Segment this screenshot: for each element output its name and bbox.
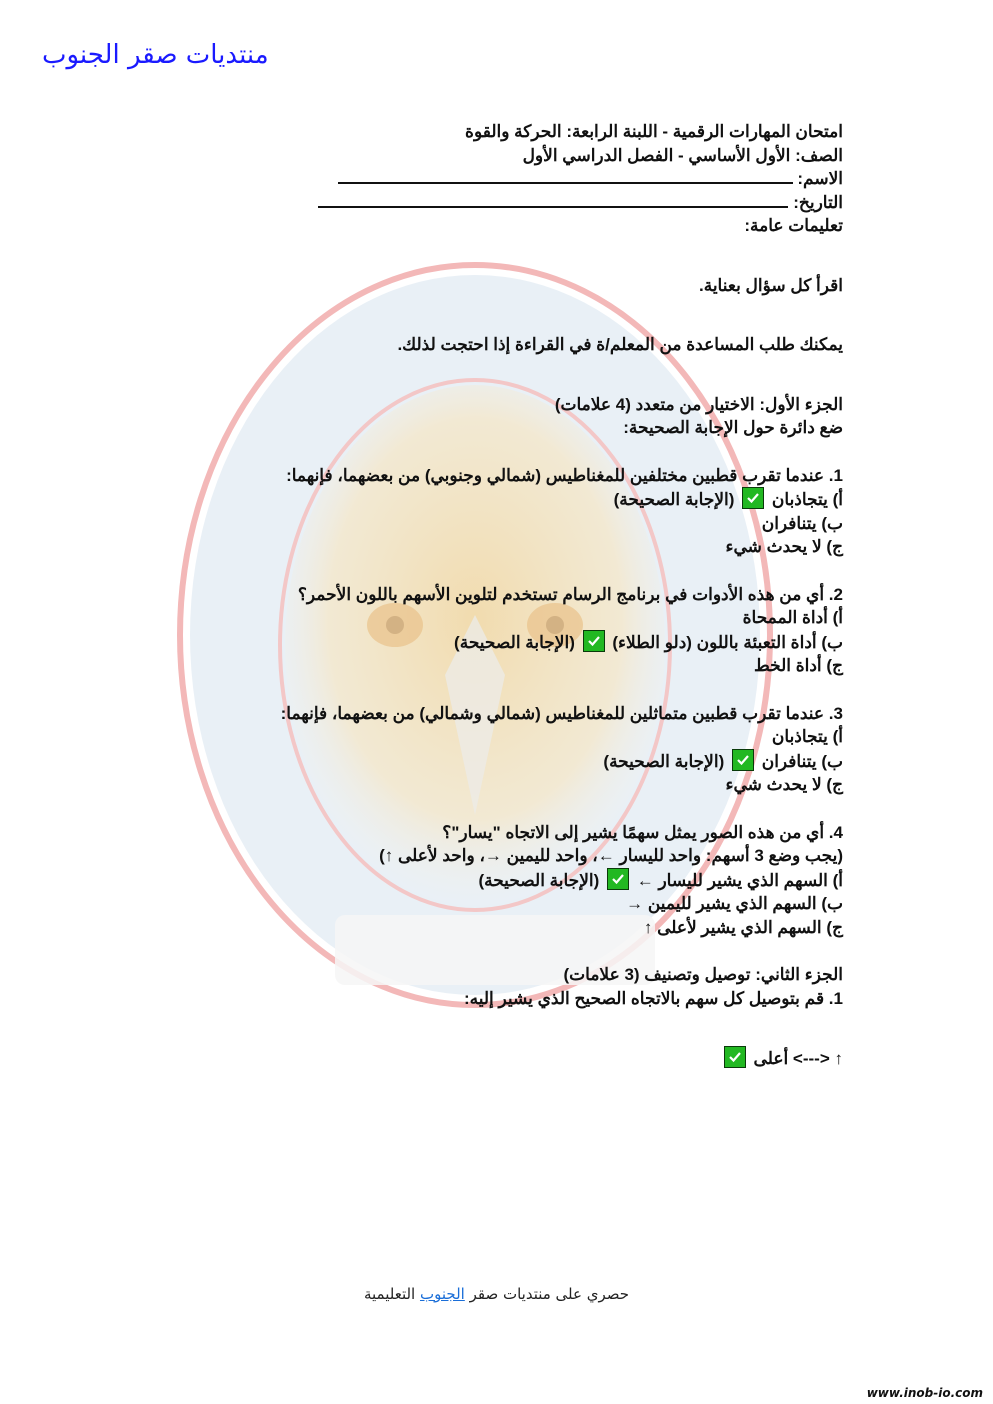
match-row-up[interactable]: ↑ <---> أعلى <box>203 1046 843 1071</box>
question-2: 2. أي من هذه الأدوات في برنامج الرسام تستخدم لتلوين الأسهم باللون الأحمر؟ <box>297 584 843 604</box>
corner-url: www.inob-io.com <box>866 1386 983 1400</box>
part1-subtitle: ضع دائرة حول الإجابة الصحيحة: <box>623 418 843 437</box>
q4-option-c[interactable]: ج) السهم الذي يشير لأعلى ↑ <box>643 917 843 937</box>
q2-option-c[interactable]: ج) أداة الخط <box>753 656 843 675</box>
instructions-heading: تعليمات عامة: <box>744 216 843 235</box>
checkmark-icon <box>724 1046 746 1068</box>
question-3: 3. عندما تقرب قطبين متماثلين للمغناطيس (شمالي وشمالي) من بعضهما، فإنهما: <box>280 703 843 723</box>
checkmark-icon <box>732 749 754 771</box>
date-blank-line[interactable] <box>318 192 788 208</box>
part2-title: الجزء الثاني: توصيل وتصنيف (3 علامات) <box>563 965 843 984</box>
q1-option-c[interactable]: ج) لا يحدث شيء <box>725 537 843 556</box>
date-field-row <box>203 191 843 215</box>
q2-option-a[interactable]: أ) أداة الممحاة <box>742 608 843 627</box>
exam-title: امتحان المهارات الرقمية - اللبنة الرابعة: الحركة والقوة <box>465 122 843 141</box>
correct-answer-note: (الإجابة الصحيحة) <box>478 870 600 890</box>
correct-answer-note: (الإجابة الصحيحة) <box>454 632 575 652</box>
q2-option-b[interactable]: ب) أداة التعبئة باللون (دلو الطلاء) (الإجابة الصحيحة) <box>203 630 843 655</box>
exam-document <box>203 120 843 1071</box>
instruction-1: اقرأ كل سؤال بعناية. <box>698 275 843 295</box>
checkmark-icon <box>607 868 629 890</box>
part1-title: الجزء الأول: الاختيار من متعدد (4 علامات) <box>554 394 843 414</box>
checkmark-icon <box>742 487 764 509</box>
part2-question-1: 1. قم بتوصيل كل سهم بالاتجاه الصحيح الذي يشير إليه: <box>463 988 843 1008</box>
q4-option-b[interactable]: ب) السهم الذي يشير لليمين → <box>626 894 843 913</box>
q3-option-b[interactable]: ب) يتنافران (الإجابة الصحيحة) <box>203 749 843 774</box>
name-label: الاسم: <box>797 169 843 188</box>
checkmark-icon <box>583 630 605 652</box>
instruction-2: يمكنك طلب المساعدة من المعلم/ة في القراءة إذا احتجت لذلك. <box>397 335 843 354</box>
footer-link[interactable]: الجنوب <box>419 1285 465 1303</box>
correct-answer-note: (الإجابة الصحيحة) <box>613 490 735 509</box>
q1-option-a[interactable]: أ) يتجاذبان (الإجابة الصحيحة) <box>203 487 843 512</box>
question-1: 1. عندما تقرب قطبين مختلفين للمغناطيس (شمالي وجنوبي) من بعضهما، فإنهما: <box>286 465 843 485</box>
grade-line: الصف: الأول الأساسي - الفصل الدراسي الأول <box>522 145 843 165</box>
question-4: 4. أي من هذه الصور يمثل سهمًا يشير إلى الاتجاه "يسار"؟ <box>442 822 843 842</box>
name-field-row <box>203 167 843 191</box>
name-blank-line[interactable] <box>338 168 793 184</box>
q1-option-b[interactable]: ب) يتنافران <box>761 513 843 533</box>
q3-option-c[interactable]: ج) لا يحدث شيء <box>725 775 843 794</box>
date-label: التاريخ: <box>793 192 843 212</box>
question-4-hint: (يجب وضع 3 أسهم: واحد لليسار ←، واحد لليمين →، واحد لأعلى ↑) <box>379 846 843 865</box>
footer-credit: حصري على منتديات صقر الجنوب التعليمية <box>363 1285 630 1303</box>
q3-option-a[interactable]: أ) يتجاذبان <box>771 727 843 746</box>
site-title: منتديات صقر الجنوب <box>42 40 269 70</box>
q4-option-a[interactable]: أ) السهم الذي يشير لليسار ← (الإجابة الصحيحة) <box>203 868 843 893</box>
correct-answer-note: (الإجابة الصحيحة) <box>603 751 725 771</box>
